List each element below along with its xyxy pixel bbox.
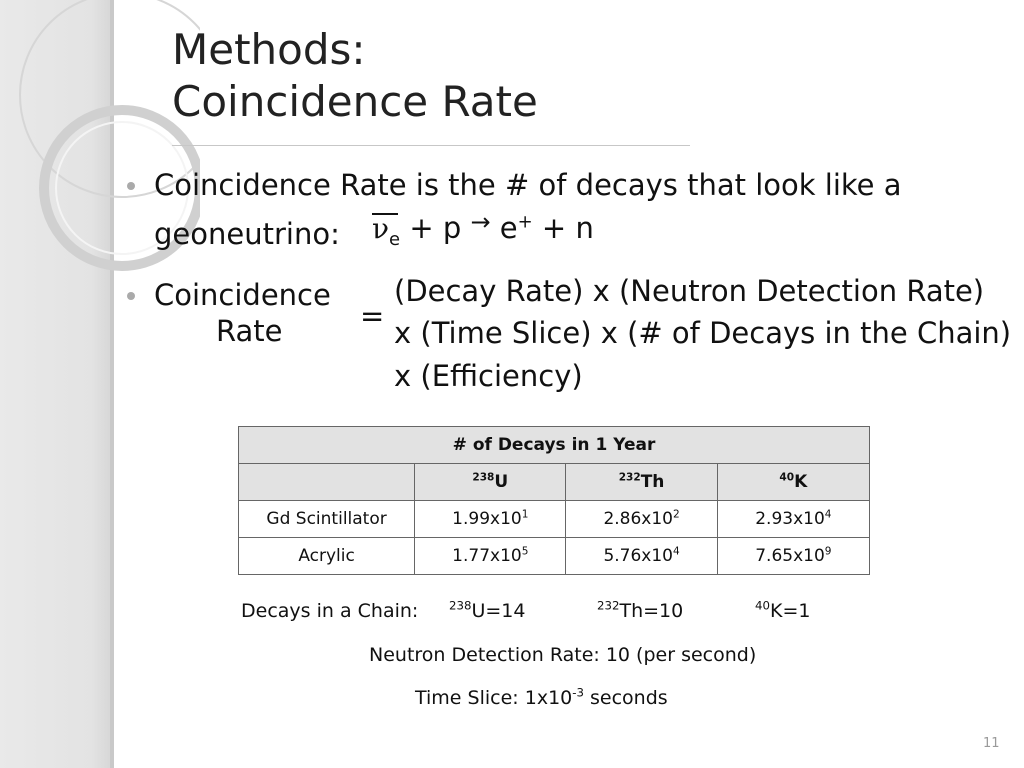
bullet-1-line-2: geoneutrino:: [154, 217, 340, 251]
slide-title: [172, 24, 538, 128]
cell-base: 1.99x10: [452, 509, 522, 529]
cell-base: 2.93x10: [755, 509, 825, 529]
header-empty-cell: [239, 464, 415, 501]
positron-symbol: e: [499, 211, 518, 245]
reaction-plus-p: + p: [409, 211, 462, 245]
chain-th232: [597, 599, 683, 623]
formula-line-2: x (Time Slice) x (# of Decays in the Chain): [394, 316, 1012, 350]
chain-k40-mass: 40: [755, 598, 770, 613]
chain-label: Decays in a Chain:: [241, 600, 419, 622]
header-k40: [717, 464, 869, 501]
chain-th232-value: Th=10: [619, 600, 684, 622]
rate-label: Rate: [216, 314, 283, 348]
nu-subscript: e: [389, 228, 401, 250]
table-row: [239, 501, 870, 538]
header-u238: [415, 464, 566, 501]
cell-exponent: 4: [672, 545, 680, 558]
title-divider: [172, 145, 690, 146]
table-cell: [566, 501, 717, 538]
header-th232-symbol: Th: [640, 472, 665, 492]
cell-exponent: 2: [672, 508, 680, 521]
table-cell: [415, 501, 566, 538]
bullet-dot-icon: [127, 292, 135, 300]
header-u238-symbol: U: [494, 472, 509, 492]
neutron-detection-rate: Neutron Detection Rate: 10 (per second): [369, 644, 757, 666]
cell-base: 1.77x10: [452, 546, 522, 566]
table-header-row: [239, 464, 870, 501]
chain-u238-mass: 238: [449, 598, 472, 613]
table-cell: [566, 538, 717, 575]
chain-k40: [755, 599, 810, 623]
bullet-dot-icon: [127, 182, 135, 190]
time-slice-exponent: -3: [572, 685, 584, 700]
row-label: Gd Scintillator: [239, 501, 415, 538]
arrow-icon: →: [470, 208, 491, 236]
time-slice: [415, 686, 668, 710]
header-th232-mass: 232: [618, 471, 641, 484]
page-number: 11: [983, 736, 1000, 751]
header-k40-symbol: K: [794, 472, 808, 492]
cell-base: 2.86x10: [603, 509, 673, 529]
coincidence-label: Coincidence: [154, 278, 331, 312]
time-slice-unit: seconds: [583, 687, 668, 709]
bullet-1-line-1: Coincidence Rate is the # of decays that look like a: [154, 168, 902, 202]
title-line-2: Coincidence Rate: [172, 77, 538, 126]
table-row: [239, 538, 870, 575]
table-cell: [717, 538, 869, 575]
cell-exponent: 9: [824, 545, 832, 558]
cell-base: 5.76x10: [603, 546, 673, 566]
nu-symbol: ν: [372, 212, 390, 245]
chain-u238-value: U=14: [471, 600, 526, 622]
reaction-equation: [372, 210, 594, 248]
title-line-1: Methods:: [172, 25, 366, 74]
time-slice-base: Time Slice: 1x10: [415, 687, 573, 709]
table-cell: [717, 501, 869, 538]
header-th232: [566, 464, 717, 501]
formula-line-1: (Decay Rate) x (Neutron Detection Rate): [394, 274, 985, 308]
chain-u238: [449, 599, 525, 623]
reaction-plus-n: + n: [541, 211, 594, 245]
row-label: Acrylic: [239, 538, 415, 575]
table-title-row: [239, 427, 870, 464]
positron-sup: +: [517, 211, 533, 233]
decays-table: [238, 426, 870, 575]
chain-th232-mass: 232: [597, 598, 620, 613]
table-title: # of Decays in 1 Year: [239, 427, 870, 464]
table-cell: [415, 538, 566, 575]
cell-exponent: 5: [521, 545, 529, 558]
cell-base: 7.65x10: [755, 546, 825, 566]
header-u238-mass: 238: [472, 471, 495, 484]
cell-exponent: 1: [521, 508, 529, 521]
chain-k40-value: K=1: [769, 600, 811, 622]
equals-sign: =: [360, 299, 385, 333]
formula-line-3: x (Efficiency): [394, 359, 583, 393]
header-k40-mass: 40: [779, 471, 795, 484]
cell-exponent: 4: [824, 508, 832, 521]
decorative-rings: [0, 0, 200, 300]
